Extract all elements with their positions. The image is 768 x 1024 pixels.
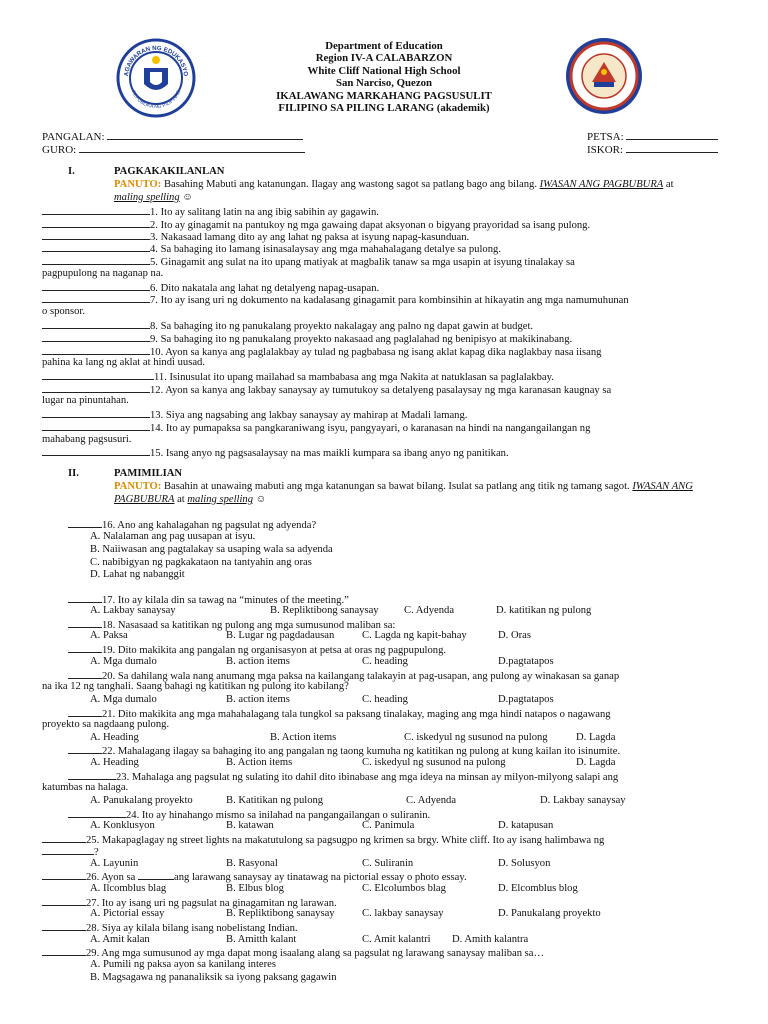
q19-option-c[interactable]: C. heading <box>362 656 408 667</box>
question-text: ? <box>94 847 99 858</box>
q18-option-a[interactable]: A. Paksa <box>90 630 128 641</box>
pangalan-field[interactable] <box>107 130 303 140</box>
item-text: 6. Dito nakatala ang lahat ng detalyeng napag-usapan. <box>150 283 380 294</box>
q23-option-c[interactable]: C. Adyenda <box>406 795 457 806</box>
question-text: 23. Mahalaga ang pagsulat ng sulating ito dahil dito ibinabase ang mga ideya na minsan ay milyon-milyong salapi ang <box>116 772 619 783</box>
section-1-number: I. <box>68 166 75 177</box>
q27-option-d[interactable]: D. Panukalang proyekto <box>498 908 601 919</box>
question-23-cont: katumbas na halaga. <box>42 782 129 793</box>
header-line-5: IKALAWANG MARKAHANG PAGSUSULIT <box>276 89 492 102</box>
item-text: 14. Ito ay pumapaksa sa pangkaraniwang isyu, pangyayari, o karanasan na hindi na nangangailangan ng <box>150 423 591 434</box>
q17-option-d[interactable]: D. katitikan ng pulong <box>496 605 592 616</box>
answer-blank[interactable] <box>42 383 150 393</box>
q28-option-b[interactable]: B. Amitth kalant <box>226 934 297 945</box>
answer-blank[interactable] <box>42 332 150 342</box>
panuto-label: PANUTO: <box>114 179 162 190</box>
item-text: o sponsor. <box>42 306 85 317</box>
item-text: lugar na pinuntahan. <box>42 395 129 406</box>
question-19 <box>68 643 748 658</box>
q17-option-b[interactable]: B. Repliktibong sanaysay <box>270 605 379 616</box>
item-text: 15. Isang anyo ng pagsasalaysay na mas maikli kumpara sa ibang anyo ng panitikan. <box>150 448 509 459</box>
petsa-field[interactable] <box>626 130 718 140</box>
q22-option-a[interactable]: A. Heading <box>90 757 139 768</box>
fill-in-blank[interactable] <box>138 870 174 880</box>
q20-option-b[interactable]: B. action items <box>226 694 290 705</box>
answer-blank[interactable] <box>42 833 86 843</box>
q20-option-c[interactable]: C. heading <box>362 694 408 705</box>
panuto-warning-2: maling spelling <box>114 191 180 203</box>
q26-option-d[interactable]: D. Elcomblus blog <box>498 883 578 894</box>
answer-blank[interactable] <box>68 770 116 780</box>
q16-option-a[interactable]: A. Nalalaman ang pag uusapan at isyu. <box>90 531 256 542</box>
q23-option-d[interactable]: D. Lakbay sanaysay <box>540 795 626 806</box>
panuto-warning-2: maling spelling <box>187 493 254 505</box>
q24-option-b[interactable]: B. katawan <box>226 820 274 831</box>
question-text: 29. Ang mga sumusunod ay mga dapat mong isaalang alang sa pagsulat ng larawang sanaysay maliban sa… <box>86 948 545 959</box>
item-text: 2. Ito ay ginagamit na pantukoy ng mga gawaing dapat aksyonan o bigyang prayoridad sa isang pulong. <box>150 220 591 231</box>
question-text: 26. Ayon sa <box>86 872 136 883</box>
answer-blank[interactable] <box>42 421 150 431</box>
q21-option-c[interactable]: C. iskedyul ng susunod na pulong <box>404 732 548 743</box>
q16-option-b[interactable]: B. Naiiwasan ang pagtalakay sa usaping wala sa adyenda <box>90 544 333 555</box>
q20-option-a[interactable]: A. Mga dumalo <box>90 694 157 705</box>
smile-icon: ☺ <box>255 493 267 505</box>
panuto-and: at <box>665 179 674 190</box>
q22-option-c[interactable]: C. iskedyul ng susunod na pulong <box>362 757 506 768</box>
item-text: 7. Ito ay isang uri ng dokumento na kadalasang ginagamit para kombinsihin at hikayatin ang mga namumuhunan <box>150 295 629 306</box>
answer-blank[interactable] <box>68 669 102 679</box>
q25-option-d[interactable]: D. Solusyon <box>498 858 551 869</box>
question-text: 17. Ito ay kilala din sa tawag na “minutes of the meeting.” <box>102 595 349 606</box>
item-text: 12. Ayon sa kanya ang lakbay sanaysay ay tumutukoy sa detalyeng pasalaysay ng mga karanasan kaugnay sa <box>150 385 612 396</box>
answer-blank[interactable] <box>68 808 126 818</box>
answer-blank[interactable] <box>42 946 86 956</box>
section-2-title: PAMIMILIAN <box>114 468 183 479</box>
panuto-warning-1: IWASAN ANG PAGBUBURA <box>114 481 693 505</box>
question-text: 16. Ano ang kahalagahan ng pagsulat ng adyenda? <box>102 520 317 531</box>
question-text: 18. Nasasaad sa katitikan ng pulong ang mga sumusunod maliban sa: <box>102 620 396 631</box>
iskor-field[interactable] <box>626 143 718 153</box>
header-line-3: White Cliff National High School <box>307 64 461 77</box>
q26-option-b[interactable]: B. Elbus blog <box>226 883 284 894</box>
item-text: 11. Isinusulat ito upang mailahad sa mambabasa ang mga Nakita at natuklasan sa paglalakbay. <box>154 372 554 383</box>
answer-blank[interactable] <box>42 896 86 906</box>
item-text: 13. Siya ang nagsabing ang lakbay sanaysay ay mahirap at Madali lamang. <box>150 410 468 421</box>
q16-option-d[interactable]: D. Lahat ng nabanggit <box>90 569 185 580</box>
question-text: 28. Siya ay kilala bilang isang nobelistang Indian. <box>86 923 298 934</box>
q22-option-d[interactable]: D. Lagda <box>576 757 616 768</box>
q19-option-a[interactable]: A. Mga dumalo <box>90 656 157 667</box>
answer-blank[interactable] <box>42 230 150 240</box>
q17-option-a[interactable]: A. Lakbay sanaysay <box>90 605 176 616</box>
answer-blank[interactable] <box>42 281 150 291</box>
panuto-text: Basahin at unawaing mabuti ang mga katanungan sa bawat bilang. Isulat sa patlang ang titik ng tamang <box>163 481 602 492</box>
info-row-teacher <box>42 143 732 157</box>
q25-option-b[interactable]: B. Rasyonal <box>226 858 278 869</box>
panuto-and: at <box>177 493 185 505</box>
item-12-cont <box>42 395 722 408</box>
q18-option-c[interactable]: C. Lagda ng kapit-bahay <box>362 630 467 641</box>
answer-blank[interactable] <box>68 518 102 528</box>
question-text: 19. Dito makikita ang pangalan ng organisasyon at petsa at oras ng pagpupulong. <box>102 645 447 656</box>
q27-option-b[interactable]: B. Repliktibong sanaysay <box>226 908 335 919</box>
q20-option-d[interactable]: D.pagtatapos <box>498 694 554 705</box>
answer-blank[interactable] <box>42 255 150 265</box>
q18-option-b[interactable]: B. Lugar ng pagdadausan <box>226 630 335 641</box>
answer-blank[interactable] <box>42 205 150 215</box>
q23-option-a[interactable]: A. Panukalang proyekto <box>90 795 193 806</box>
answer-blank[interactable] <box>42 218 150 228</box>
answer-blank[interactable] <box>42 408 150 418</box>
section-1-directions <box>114 179 704 204</box>
answer-blank[interactable] <box>68 707 102 717</box>
q18-option-d[interactable]: D. Oras <box>498 630 531 641</box>
q27-option-a[interactable]: A. Pictorial essay <box>90 908 165 919</box>
school-header <box>190 40 578 114</box>
item-text: 9. Sa bahaging ito ng panukalang proyekto nakasaad ang paglalahad ng benipisyo at makikinabang. <box>150 334 573 345</box>
section-1-title: PAGKAKAKILANLAN <box>114 166 225 177</box>
q23-option-b[interactable]: B. Katitikan ng pulong <box>226 795 324 806</box>
item-text: pahina ka lang ng aklat at hindi uusad. <box>42 357 205 368</box>
answer-blank-2[interactable] <box>42 845 94 855</box>
header-line-2: Region IV-A CALABARZON <box>315 52 453 65</box>
header-line-6: FILIPINO SA PILING LARANG (akademik) <box>278 102 490 115</box>
item-10-cont <box>42 357 722 370</box>
q16-option-c[interactable]: C. nabibigyan ng pagkakataon na tantyahin ang oras <box>90 557 312 568</box>
q26-option-c[interactable]: C. Elcolumbos blag <box>362 883 446 894</box>
q24-option-d[interactable]: D. katapusan <box>498 820 554 831</box>
answer-blank[interactable] <box>68 593 102 603</box>
question-text: 20. Sa dahilang wala nang anumang mga paksa na kailangang talakayin at pag-usapan, ang pulong ay winakasan sa ganap <box>102 671 620 682</box>
answer-blank[interactable] <box>42 319 150 329</box>
panuto-label: PANUTO: <box>114 481 162 492</box>
deped-seal-top-text: AGAWARAN NG EDUKASYO <box>122 44 190 77</box>
answer-blank[interactable] <box>68 643 102 653</box>
item-text: 1. Ito ay salitang latin na ang ibig sabihin ay gagawin. <box>150 207 379 218</box>
q19-option-b[interactable]: B. action items <box>226 656 290 667</box>
question-text: 21. Dito makikita ang mga mahahalagang tala tungkol sa paksang tinalakay, maging ang mga hindi natapos o nagawang <box>102 709 611 720</box>
q22-option-b[interactable]: B. Action items <box>226 757 293 768</box>
q29-option-b[interactable]: B. Magsagawa ng pananaliksik sa iyong paksang gagawin <box>90 972 337 983</box>
question-text: 22. Mahalagang ilagay sa bahaging ito ang pangalan ng taong kumuha ng katitikan ng pulong at kung kailan ito isinumite. <box>102 746 621 757</box>
smile-icon: ☺ <box>182 191 194 203</box>
question-20-cont: na ika 12 ng tanghali. Saang bahagi ng katitikan ng pulong ito kabilang? <box>42 681 349 692</box>
question-text: 25. Makapaglagay ng street lights na makatutulong sa pagsugpo ng krimen sa brgy. White cliff. Ito ay isang halimbawa ng <box>86 835 605 846</box>
answer-blank[interactable] <box>42 446 150 456</box>
q28-option-c[interactable]: C. Amit kalantri <box>362 934 431 945</box>
q24-option-c[interactable]: C. Panimula <box>362 820 415 831</box>
item-text: 3. Nakasaad lamang dito ay ang lahat ng paksa at isyung napag-kasunduan. <box>150 232 470 243</box>
q28-option-a[interactable]: A. Amit kalan <box>90 934 150 945</box>
panuto-text-2: sagot. <box>604 481 630 492</box>
answer-blank[interactable] <box>42 242 150 252</box>
q19-option-d[interactable]: D.pagtatapos <box>498 656 554 667</box>
q21-option-d[interactable]: D. Lagda <box>576 732 616 743</box>
q27-option-c[interactable]: C. lakbay sanaysay <box>362 908 444 919</box>
answer-blank[interactable] <box>68 744 102 754</box>
question-text-rest: ang larawang sanaysay ay tinatawag na pictorial essay o photo essay. <box>174 872 467 883</box>
item-text: pagpupulong na naganap na. <box>42 268 164 279</box>
panuto-text: Basahing Mabuti ang katanungan. Ilagay ang wastong sagot sa patlang bago ang bilang. <box>163 179 537 190</box>
answer-blank[interactable] <box>42 870 86 880</box>
question-text: 27. Ito ay isang uri ng pagsulat na ginagamitan ng larawan. <box>86 898 337 909</box>
item-text: 4. Sa bahaging ito lamang isinasalaysay ang mga mahahalagang detalye sa pulong. <box>150 244 501 255</box>
item-7-cont <box>42 306 722 319</box>
q28-option-d[interactable]: D. Amith kalantra <box>452 934 529 945</box>
item-15 <box>42 446 722 461</box>
section-2-heading <box>68 468 183 481</box>
q21-option-a[interactable]: A. Heading <box>90 732 139 743</box>
section-1-heading <box>68 166 225 179</box>
item-text: mahabang pagsusuri. <box>42 434 132 445</box>
q21-option-b[interactable]: B. Action items <box>270 732 337 743</box>
answer-blank[interactable] <box>42 293 150 303</box>
answer-blank[interactable] <box>42 921 86 931</box>
item-5-cont <box>42 268 722 281</box>
panuto-warning-1: IWASAN ANG PAGBUBURA <box>539 179 664 190</box>
q24-option-a[interactable]: A. Konklusyon <box>90 820 155 831</box>
item-14-cont <box>42 434 722 447</box>
question-text: 24. Ito ay hinahango mismo sa inilahad na pangangailangan o suliranin. <box>126 810 431 821</box>
item-text: 10. Ayon sa kanya ang paglalakbay ay tulad ng pagbabasa ng isang aklat kapag dika naglakbay nasa iisang <box>150 347 602 358</box>
question-21-cont: proyekto sa nagdaang pulong. <box>42 719 170 730</box>
guro-field[interactable] <box>79 143 305 153</box>
answer-blank[interactable] <box>68 618 102 628</box>
q25-option-a[interactable]: A. Layunin <box>90 858 139 869</box>
item-text: 8. Sa bahaging ito ng panukalang proyekto nakalagay ang palno ng dapat gawin at budget. <box>150 321 534 332</box>
header-line-1: Department of Education <box>325 40 443 52</box>
guro-label: GURO: <box>42 144 77 156</box>
header-line-4: San Narciso, Quezon <box>335 77 433 90</box>
q25-option-c[interactable]: C. Suliranin <box>362 858 414 869</box>
iskor-label: ISKOR: <box>587 144 624 156</box>
pangalan-label: PANGALAN: <box>42 131 105 143</box>
section-2-number: II. <box>68 468 79 479</box>
item-text: 5. Ginagamit ang sulat na ito upang matiyak at magbalik tanaw sa mga usapin at isyung tinalakay sa <box>150 257 575 268</box>
petsa-label: PETSA: <box>587 131 624 143</box>
answer-blank[interactable] <box>42 345 150 355</box>
deped-seal-bottom-text: REPUBLIKA NG PILIPINAS <box>129 89 183 111</box>
answer-blank[interactable] <box>42 370 154 380</box>
section-2-directions <box>114 481 704 506</box>
info-row-name <box>42 130 732 144</box>
q26-option-a[interactable]: A. Ilcomblus blag <box>90 883 167 894</box>
deped-seal-logo <box>116 38 196 118</box>
q29-option-a[interactable]: A. Pumili ng paksa ayon sa kanilang interes <box>90 959 276 970</box>
q17-option-c[interactable]: C. Adyenda <box>404 605 455 616</box>
